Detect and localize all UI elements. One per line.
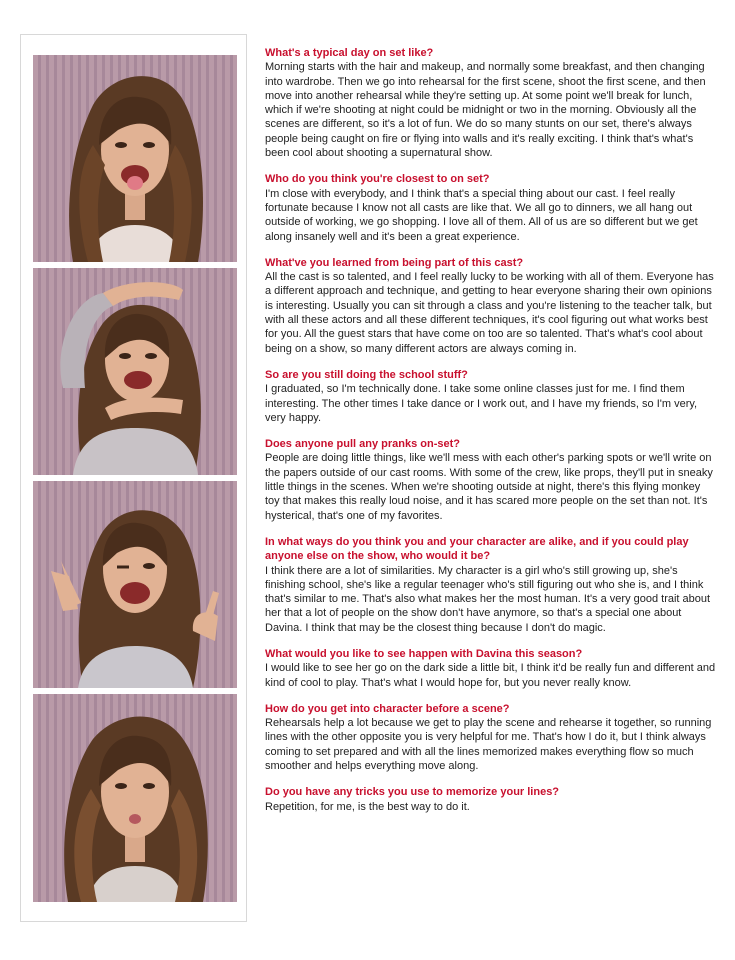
qa-block <box>265 368 717 425</box>
interview-question: Who do you think you're closest to on set? <box>265 173 490 186</box>
interview-answer: I think there are a lot of similarities. My character is a girl who's still growing up, she's finishing school, she's like a regular teenager who's still figuring out who she is, and I think that's similar to me. That's also what makes her the most human. It's a very good trait about her that a lot of people on the show don't have anymore, so that's a special one about Davina. I think that may be the closest thing because I don't do magic. <box>265 564 711 634</box>
interview-answer: Rehearsals help a lot because we get to play the scene and rehearse it together, so running lines with the other opposite you is very helpful for me. That's how I do it, but I think always coming to set prepared and with all the lines memorized makes everything flow so much smoother and helps everything move along. <box>265 717 712 773</box>
qa-block <box>265 785 717 814</box>
qa-block <box>265 256 717 356</box>
interview-answer: I would like to see her go on the dark side a little bit, I think it'd be really fun and different and kind of cool to play. That's what I would hope for, but you never really know. <box>265 662 716 689</box>
qa-block <box>265 702 717 773</box>
interview-answer: All the cast is so talented, and I feel really lucky to be working with all of them. Everyone has a different approach and technique, and getting to hear everyone sharing their own opinions is interesting. Usually you can sit through a class and you're listening to the teacher talk, but with all these actors and all these different techniques, it's cool figuring out what works best for you. All the guest stars that have come on too are so talented. That's what's cool about being on a show, so many different actors are always coming in. <box>265 271 714 355</box>
portrait-tongue-out-photo <box>33 55 237 262</box>
interview-question: Do you have any tricks you use to memorize your lines? <box>265 786 560 799</box>
qa-block <box>265 437 717 523</box>
portrait-hands-frame-photo <box>33 268 237 475</box>
portrait-kiss-face-photo <box>33 694 237 902</box>
interview-question: What would you like to see happen with Davina this season? <box>265 647 583 660</box>
qa-block <box>265 46 717 160</box>
interview-answer: I graduated, so I'm technically done. I take some online classes just for me. I find them interesting. The other times I take dance or I work out, and I have my friends, so I'm very, very happy. <box>265 383 698 424</box>
qa-block <box>265 535 717 635</box>
interview-question: So are you still doing the school stuff? <box>265 368 468 381</box>
interview-answer: I'm close with everybody, and I think that's a special thing about our cast. I feel really fortunate because I know not all casts are like that. We all go to dinners, we all hang out outside of working, we go shopping. I love all of them. All of us are so different but we get along insanely well and it's been a great experience. <box>265 187 698 243</box>
interview-article <box>265 46 717 826</box>
interview-question: Does anyone pull any pranks on-set? <box>265 438 460 451</box>
qa-block <box>265 647 717 690</box>
portrait-peace-sign-wink-photo <box>33 481 237 688</box>
photo-strip <box>20 34 247 922</box>
interview-question: What've you learned from being part of this cast? <box>265 256 524 269</box>
interview-answer: Morning starts with the hair and makeup, and normally some breakfast, and then changing into wardrobe. Then we go into rehearsal for the first scene, shoot the first scene, and then move into another rehearsal while they're setting up. At some point we'll break for lunch, which if we're shooting at night could be midnight or two in the morning. Obviously all the scenes are different, so it's a lot of fun. We do so many stunts on our set, there's always people being caught on fire or flying into walls and it's really exciting. I think that's what's been cool about shooting a supernatural show. <box>265 61 706 160</box>
interview-question: In what ways do you think you and your character are alike, and if you could play anyone else on the show, who would it be? <box>265 535 689 563</box>
interview-question: What's a typical day on set like? <box>265 47 434 59</box>
interview-answer: Repetition, for me, is the best way to do it. <box>265 800 470 813</box>
interview-question: How do you get into character before a scene? <box>265 702 510 715</box>
qa-block <box>265 172 717 243</box>
interview-answer: People are doing little things, like we'll mess with each other's parking spots or we'll write on the papers outside of our cast rooms. With some of the crew, like props, they'll put in sneaky little things in the scenes. When we're shooting outside at night, there's this flying monkey toy that makes this really loud noise, and it has scared more people on the set than not. It's hysterical, that's one of my favorites. <box>265 452 713 522</box>
